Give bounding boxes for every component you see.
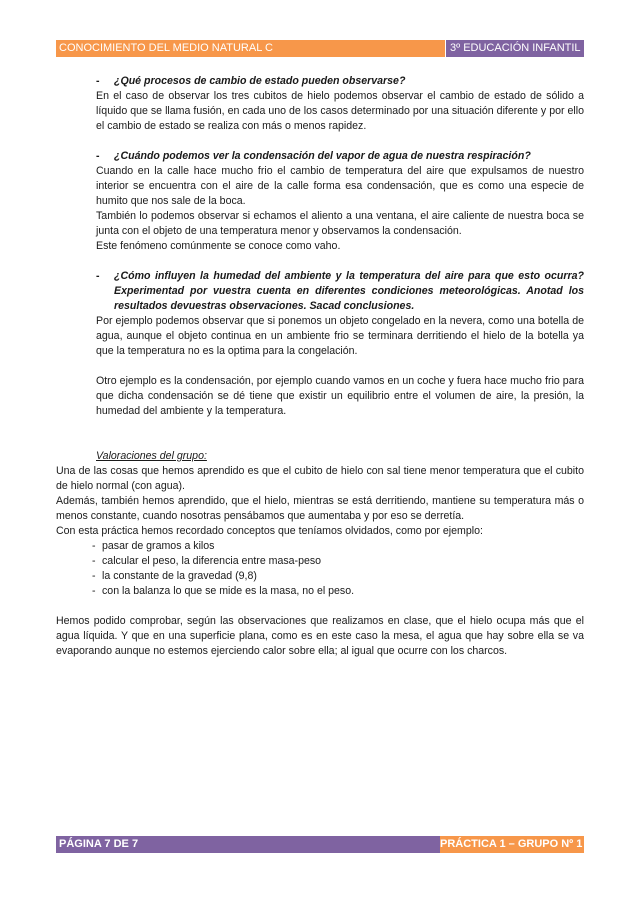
valoraciones-title: Valoraciones del grupo: [96, 450, 207, 462]
question-1: - ¿Qué procesos de cambio de estado pueden observarse? [56, 74, 584, 89]
answer-paragraph: También lo podemos observar si echamos el aliento a una ventana, el aire caliente de nuestra boca se junta con el objeto de una temperatura menor y observamos la condensación. [96, 210, 584, 237]
header-grade-label: 3º EDUCACIÓN INFANTIL [446, 40, 584, 57]
question-2: - ¿Cuándo podemos ver la condensación del vapor de agua de nuestra respiración? [56, 149, 584, 164]
valoraciones-paragraph: Además, también hemos aprendido, que el hielo, mientras se está derritiendo, mantiene su temperatura más o menos constante, cuando nosotras pensábamos que aumentaba y por eso se derretía. [56, 495, 584, 522]
document-body [56, 74, 584, 659]
list-item: - la constante de la gravedad (9,8) [92, 570, 257, 582]
question-text: ¿Cuándo podemos ver la condensación del vapor de agua de nuestra respiración? [114, 150, 531, 162]
question-text: ¿Cómo influyen la humedad del ambiente y la temperatura del aire para que esto ocurra? Experimentad por vuestra cuenta en diferentes condiciones meteorológicas. Anotad los resultados devuestras observaciones. Sacad conclusiones. [114, 270, 584, 312]
list-item: - calcular el peso, la diferencia entre masa-peso [92, 555, 322, 567]
list-item: - con la balanza lo que se mide es la masa, no el peso. [92, 585, 355, 597]
answer-paragraph: En el caso de observar los tres cubitos de hielo podemos observar el cambio de estado de sólido a líquido que se llama fusión, en cada uno de los casos determinado por una situación diferente y por ello el cambio de estado se realiza con más o menos rapidez. [96, 90, 584, 132]
answer-paragraph: Por ejemplo podemos observar que si ponemos un objeto congelado en la nevera, como una botella de agua, aunque el objeto continua en un ambiente frio se terminara derritiendo el hielo de la botella ya que la temperatura no es la optima para la congelación. [96, 315, 584, 357]
answer-paragraph: Este fenómeno comúnmente se conoce como vaho. [96, 240, 341, 252]
valoraciones-paragraph: Una de las cosas que hemos aprendido es que el cubito de hielo con sal tiene menor temperatura que el cubito de hielo normal (con agua). [56, 465, 584, 492]
footer-practice-label: PRÁCTICA 1 – GRUPO Nº 1 [440, 836, 584, 853]
list-item: - pasar de gramos a kilos [92, 540, 215, 552]
valoraciones-paragraph: Hemos podido comprobar, según las observaciones que realizamos en clase, que el hielo ocupa más que el agua líquida. Y que en una superficie plana, como es en este caso la mesa, el agua que hay sobre ella se va evaporando aunque no estemos ejerciendo calor sobre ella; al igual que ocurre con los charcos. [56, 615, 584, 657]
valoraciones-paragraph: Con esta práctica hemos recordado conceptos que teníamos olvidados, como por ejemplo: [56, 525, 483, 537]
answer-paragraph: Cuando en la calle hace mucho frio el cambio de temperatura del aire que expulsamos de nuestro interior se encuentra con el aire de la calle forma esa condensación, que es como una especie de humito que nos sale de la boca. [96, 165, 584, 207]
answer-paragraph: Otro ejemplo es la condensación, por ejemplo cuando vamos en un coche y fuera hace mucho frio para que dicha condensación se dé tiene que existir un equilibrio entre el volumen de aire, la presión, la humedad del ambiente y la temperatura. [96, 375, 584, 417]
header-course-title: CONOCIMIENTO DEL MEDIO NATURAL C [56, 40, 445, 57]
concepts-list [56, 539, 584, 599]
footer-page-number: PÁGINA 7 DE 7 [56, 836, 440, 853]
question-text: ¿Qué procesos de cambio de estado pueden observarse? [114, 75, 406, 87]
question-3: - ¿Cómo influyen la humedad del ambiente y la temperatura del aire para que esto ocurra? Experimentad por vuestra cuenta en diferentes condiciones meteorológicas. Anotad los resultados devuestras observaciones. Sacad conclusiones. [96, 270, 584, 312]
